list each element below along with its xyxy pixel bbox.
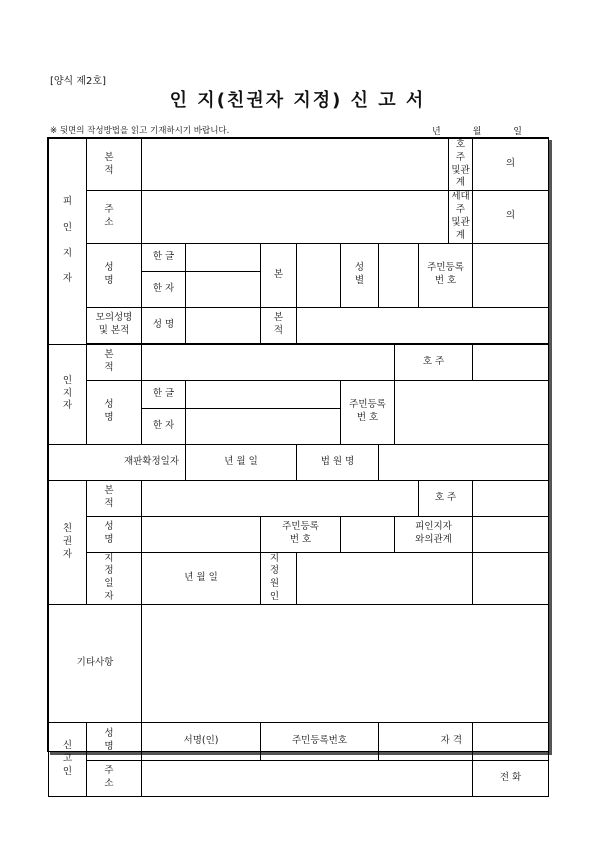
acknowledger-rrn-field[interactable] — [395, 380, 549, 444]
mother-bonjeok-label: 본 적 — [261, 307, 297, 343]
custodian-name-field[interactable] — [142, 516, 261, 552]
bonjeok-label: 본 적 — [87, 139, 142, 191]
bonjeok-field[interactable] — [142, 139, 449, 191]
report-date — [432, 124, 522, 137]
section-label-custodian: 친 권 자 — [49, 480, 87, 604]
reporter-qualification-label: 자 격 — [379, 722, 473, 760]
custodian-name-label: 성 명 — [87, 516, 142, 552]
rrn-label: 주민등록 번 호 — [419, 243, 473, 307]
bon-field[interactable] — [297, 243, 341, 307]
year-label: 년 — [432, 127, 441, 137]
name-label: 성 명 — [87, 243, 142, 307]
custodian-rrn-field[interactable] — [341, 516, 395, 552]
reporter-address-field[interactable] — [142, 760, 473, 796]
judgment-date-field[interactable]: 년 월 일 — [186, 444, 297, 480]
custodian-hoju-field[interactable] — [473, 480, 549, 516]
section-label-acknowledged: 피 인 지 자 — [49, 139, 87, 345]
etc-label: 기타사항 — [49, 604, 142, 722]
hoju-relation-field[interactable]: 의 — [473, 139, 549, 191]
acknowledger-bonjeok-field[interactable] — [142, 344, 395, 380]
reporter-phone-label: 전 화 — [473, 760, 549, 796]
acknowledger-hangul-field[interactable] — [186, 380, 341, 408]
designation-date-field[interactable]: 년 월 일 — [142, 552, 261, 604]
instruction-note: ※ 뒷면의 작성방법을 읽고 기재하시기 바랍니다. — [50, 126, 230, 136]
acknowledger-name-label: 성 명 — [87, 380, 142, 444]
mother-name-field[interactable] — [186, 307, 261, 343]
reporter-address-label: 주 소 — [87, 760, 142, 796]
acknowledger-hanja-label: 한 자 — [142, 408, 186, 444]
reporter-qualification-field[interactable] — [473, 722, 549, 760]
reporter-rrn-field[interactable]: 주민등록번호 — [261, 722, 379, 760]
hanja-name-field[interactable] — [186, 271, 261, 307]
custodian-bonjeok-label: 본 적 — [87, 480, 142, 516]
reporter-signature-field[interactable]: 서명(인) — [142, 722, 261, 760]
sex-label: 성 별 — [341, 243, 379, 307]
acknowledger-hoju-label: 호 주 — [395, 344, 473, 380]
day-label: 일 — [513, 127, 522, 137]
rrn-field[interactable] — [473, 243, 549, 307]
householder-relation-field[interactable]: 의 — [473, 191, 549, 243]
acknowledger-hangul-label: 한 글 — [142, 380, 186, 408]
designation-date-label: 지 정 일 자 — [87, 552, 142, 604]
custodian-relation-field[interactable] — [473, 516, 549, 552]
reporter-name-label: 성 명 — [87, 722, 142, 760]
form-title: 인 지(친권자 지정) 신 고 서 — [169, 90, 426, 111]
custodian-bonjeok-field[interactable] — [142, 480, 419, 516]
hanja-label: 한 자 — [142, 271, 186, 307]
sex-field[interactable] — [379, 243, 419, 307]
acknowledger-bonjeok-label: 본 적 — [87, 344, 142, 380]
custodian-relation-label: 피인지자 와의관계 — [395, 516, 473, 552]
judgment-date-label: 재판확정일자 — [49, 444, 186, 480]
mother-name-label: 성 명 — [142, 307, 186, 343]
etc-field[interactable] — [142, 604, 549, 722]
bon-label: 본 — [261, 243, 297, 307]
mother-bonjeok-field[interactable] — [297, 307, 549, 343]
section-label-reporter: 신 고 인 — [49, 722, 87, 796]
acknowledger-hanja-field[interactable] — [186, 408, 341, 444]
hangul-name-field[interactable] — [186, 243, 261, 271]
report-form-table — [47, 137, 549, 790]
court-label: 법 원 명 — [297, 444, 379, 480]
address-label: 주 소 — [87, 191, 142, 243]
acknowledger-hoju-field[interactable] — [473, 344, 549, 380]
hangul-label: 한 글 — [142, 243, 186, 271]
acknowledger-rrn-label: 주민등록 번 호 — [341, 380, 395, 444]
designation-cause-label: 지 정 원 인 — [261, 552, 297, 604]
month-label: 월 — [472, 127, 482, 137]
designation-cause-field[interactable] — [297, 552, 473, 604]
custodian-hoju-label: 호 주 — [419, 480, 473, 516]
householder-relation-label: 세대주 및관계 — [449, 191, 473, 243]
custodian-rrn-label: 주민등록 번 호 — [261, 516, 341, 552]
address-field[interactable] — [142, 191, 449, 243]
court-field[interactable] — [379, 444, 549, 480]
section-label-acknowledger: 인 지 자 — [49, 344, 87, 444]
mother-label: 모의성명 및 본적 — [87, 307, 142, 343]
form-number-label: [양식 제2호] — [50, 76, 106, 87]
hoju-relation-label: 호 주 및관계 — [449, 139, 473, 191]
